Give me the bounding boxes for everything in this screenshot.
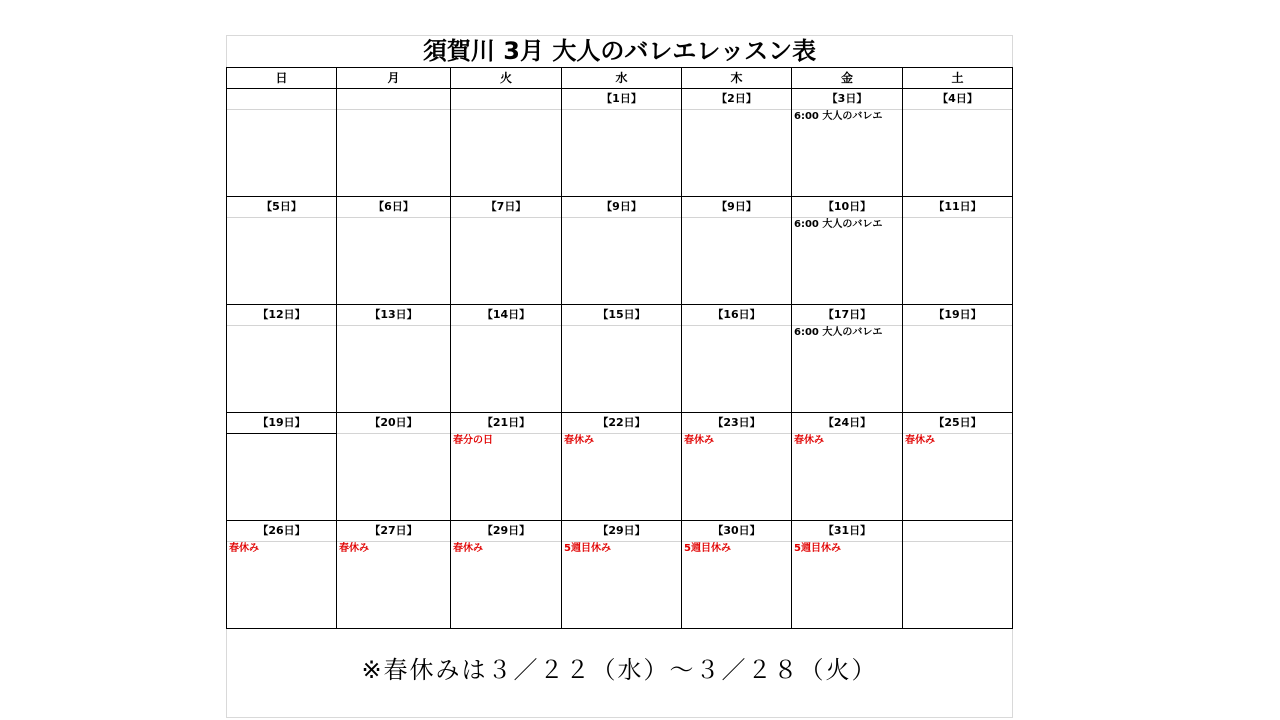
day-cell[interactable]: [337, 305, 451, 413]
holiday-note: 5週目休み: [794, 543, 841, 554]
day-cell[interactable]: [682, 305, 792, 413]
lesson-note: 6:00 大人のバレエ: [794, 111, 883, 122]
day-date-label: 【31日】: [792, 521, 902, 542]
day-date-label: 【12日】: [227, 305, 336, 326]
day-cell[interactable]: [792, 305, 903, 413]
holiday-note: 春休み: [564, 435, 594, 446]
day-date-label: 【6日】: [337, 197, 450, 218]
day-date-label: 【10日】: [792, 197, 902, 218]
holiday-note: 春休み: [794, 435, 824, 446]
holiday-note: 春休み: [339, 543, 369, 554]
day-cell[interactable]: [227, 197, 337, 305]
holiday-note: 春休み: [905, 435, 935, 446]
day-date-label: [451, 89, 561, 110]
lesson-note: 6:00 大人のバレエ: [794, 327, 883, 338]
day-date-label: [903, 521, 1012, 542]
day-date-label: 【22日】: [562, 413, 681, 434]
day-cell[interactable]: [792, 89, 903, 197]
week-row: [227, 89, 1013, 197]
day-cell[interactable]: [682, 89, 792, 197]
day-cell[interactable]: [337, 521, 451, 629]
day-date-label: 【13日】: [337, 305, 450, 326]
day-date-label: 【24日】: [792, 413, 902, 434]
week-row: [227, 413, 1013, 521]
day-date-label: 【7日】: [451, 197, 561, 218]
day-date-label: [337, 89, 450, 110]
day-date-label: 【27日】: [337, 521, 450, 542]
day-cell[interactable]: [337, 89, 451, 197]
day-date-label: 【1日】: [562, 89, 681, 110]
day-date-label: 【11日】: [903, 197, 1012, 218]
day-cell[interactable]: [227, 413, 337, 521]
day-cell[interactable]: [682, 521, 792, 629]
day-cell[interactable]: [903, 413, 1013, 521]
day-cell[interactable]: [792, 521, 903, 629]
holiday-note: 5週目休み: [684, 543, 731, 554]
day-cell[interactable]: [451, 89, 562, 197]
day-cell[interactable]: [562, 197, 682, 305]
holiday-note: 春休み: [229, 543, 259, 554]
weekday-header-row: [227, 68, 1013, 89]
holiday-note: 春休み: [684, 435, 714, 446]
weekday-mon: 月: [337, 68, 451, 89]
day-cell[interactable]: [562, 305, 682, 413]
day-date-label: 【19日】: [227, 413, 336, 434]
day-date-label: 【5日】: [227, 197, 336, 218]
page-title: 須賀川 3月 大人のバレエレッスン表: [422, 37, 817, 65]
day-cell[interactable]: [337, 197, 451, 305]
day-cell[interactable]: [562, 89, 682, 197]
weekday-thu: 木: [682, 68, 792, 89]
weekday-sun: 日: [227, 68, 337, 89]
day-cell[interactable]: [227, 89, 337, 197]
lesson-note: 6:00 大人のバレエ: [794, 219, 883, 230]
day-date-label: 【9日】: [562, 197, 681, 218]
day-date-label: 【29日】: [562, 521, 681, 542]
day-cell[interactable]: [792, 413, 903, 521]
day-date-label: 【30日】: [682, 521, 791, 542]
day-date-label: [227, 89, 336, 110]
day-cell[interactable]: [451, 305, 562, 413]
day-cell[interactable]: [227, 521, 337, 629]
day-date-label: 【16日】: [682, 305, 791, 326]
day-cell[interactable]: [903, 89, 1013, 197]
day-date-label: 【14日】: [451, 305, 561, 326]
day-cell[interactable]: [903, 197, 1013, 305]
day-cell[interactable]: [682, 197, 792, 305]
day-date-label: 【3日】: [792, 89, 902, 110]
week-row: [227, 305, 1013, 413]
day-date-label: 【29日】: [451, 521, 561, 542]
week-row: [227, 521, 1013, 629]
holiday-note: 春分の日: [453, 435, 493, 446]
day-cell[interactable]: [792, 197, 903, 305]
day-date-label: 【20日】: [337, 413, 450, 434]
day-cell[interactable]: [562, 521, 682, 629]
weekday-wed: 水: [562, 68, 682, 89]
day-date-label: 【9日】: [682, 197, 791, 218]
calendar-table: [226, 67, 1013, 629]
day-cell[interactable]: [682, 413, 792, 521]
week-row: [227, 197, 1013, 305]
holiday-note: 5週目休み: [564, 543, 611, 554]
day-cell[interactable]: [562, 413, 682, 521]
day-date-label: 【21日】: [451, 413, 561, 434]
day-cell[interactable]: [451, 413, 562, 521]
day-cell[interactable]: [903, 305, 1013, 413]
day-date-label: 【4日】: [903, 89, 1012, 110]
day-cell[interactable]: [903, 521, 1013, 629]
weekday-sat: 土: [903, 68, 1013, 89]
day-date-label: 【17日】: [792, 305, 902, 326]
day-date-label: 【25日】: [903, 413, 1012, 434]
spring-break-footnote: ※春休みは３／２２（水）～３／２８（火）: [361, 656, 878, 684]
day-cell[interactable]: [451, 197, 562, 305]
day-cell[interactable]: [227, 305, 337, 413]
day-cell[interactable]: [451, 521, 562, 629]
day-cell[interactable]: [337, 413, 451, 521]
weekday-fri: 金: [792, 68, 903, 89]
day-date-label: 【23日】: [682, 413, 791, 434]
day-date-label: 【2日】: [682, 89, 791, 110]
holiday-note: 春休み: [453, 543, 483, 554]
day-date-label: 【26日】: [227, 521, 336, 542]
day-date-label: 【15日】: [562, 305, 681, 326]
day-date-label: 【19日】: [903, 305, 1012, 326]
weekday-tue: 火: [451, 68, 562, 89]
